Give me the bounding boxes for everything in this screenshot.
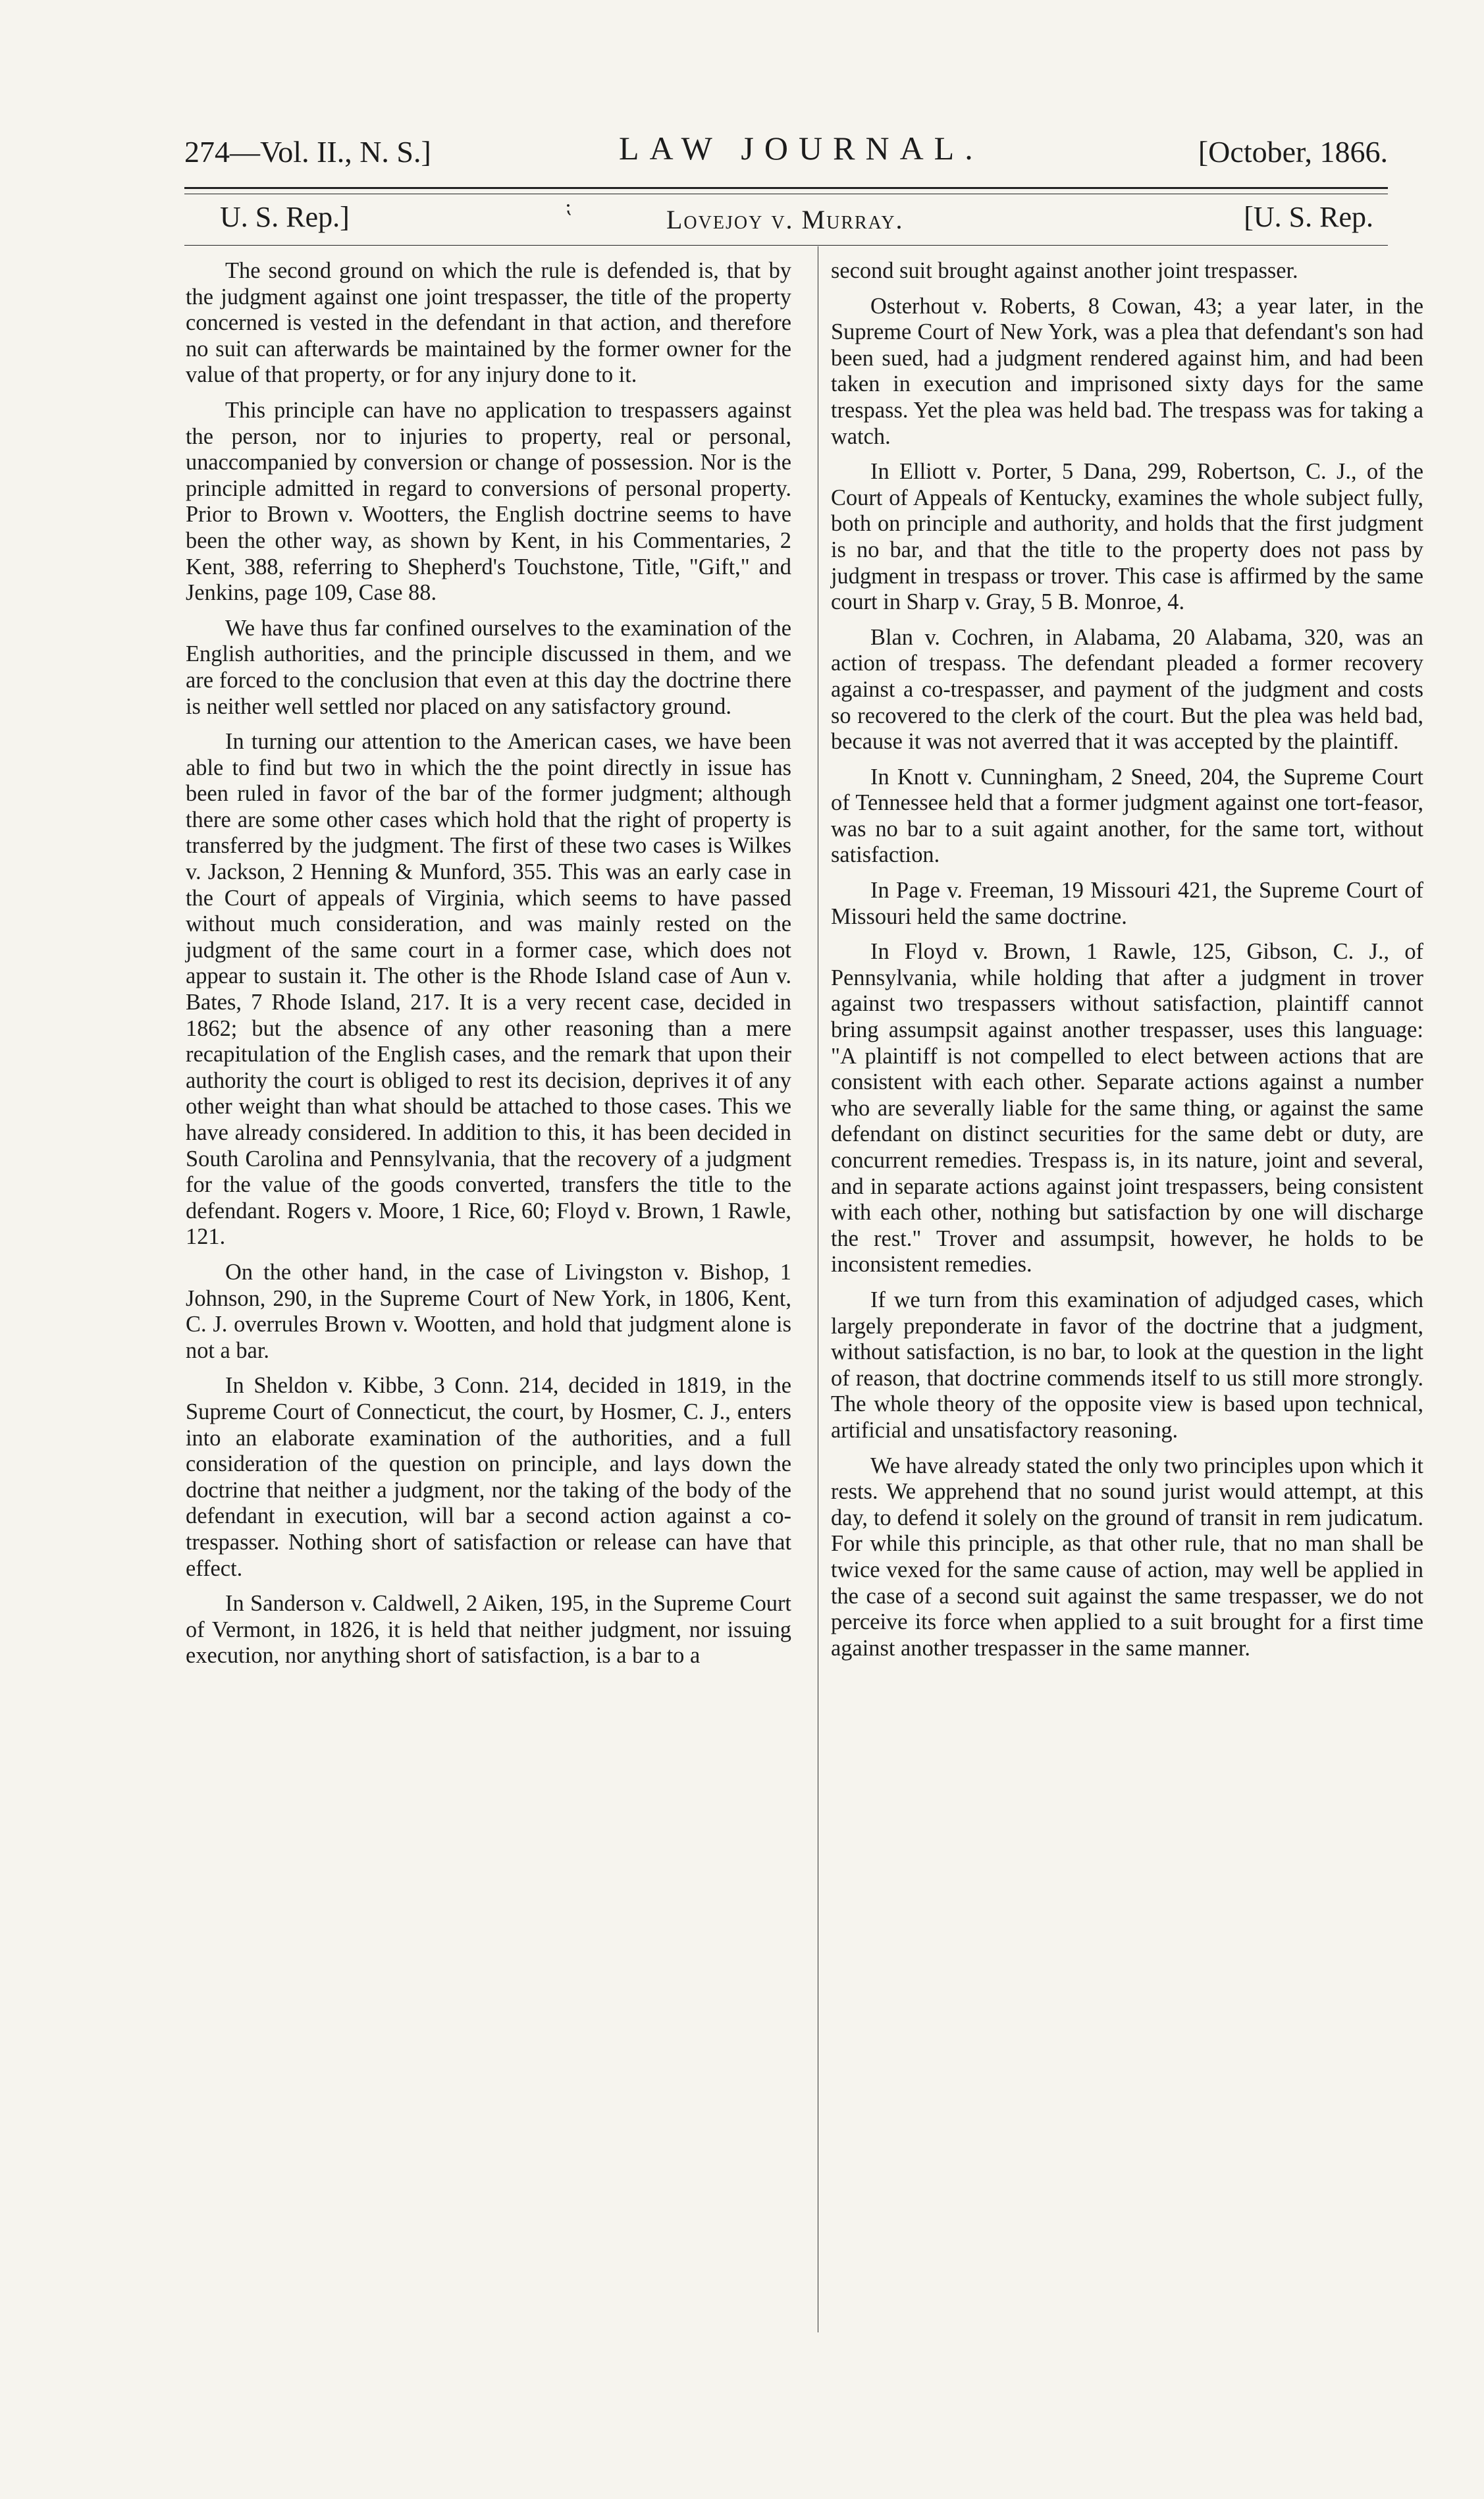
paragraph: If we turn from this examination of adjudged cases, which largely preponderate in favor of the doctrine that a judgment, without satisfaction, is no bar, to look at the question in the light of reason, that doctrine commends itself to us still more strongly. The whole theory of the opposite view is based upon technical, artificial and unsatisfactory reasoning. — [831, 1287, 1423, 1443]
paragraph: In Sheldon v. Kibbe, 3 Conn. 214, decided in 1819, in the Supreme Court of Connecticut, the court, by Hosmer, C. J., enters into an elaborate examination of the authorities, and a full consideration of the question on principle, and lays down the doctrine that neither a judgment, nor the taking of the body of the defendant in execution, will bar a second action against a co-trespasser. Nothing short of satisfaction or release can have that effect. — [186, 1373, 791, 1581]
paragraph: In Sanderson v. Caldwell, 2 Aiken, 195, in the Supreme Court of Vermont, in 1826, it is held that neither judgment, nor issuing execution, nor anything short of satisfaction, is a bar to a — [186, 1591, 791, 1669]
paragraph: In Knott v. Cunningham, 2 Sneed, 204, the Supreme Court of Tennessee held that a former judgment against one tort-feasor, was no bar to a suit againt another, for the same tort, without satisfaction. — [831, 764, 1423, 868]
issue-date: [October, 1866. — [1198, 135, 1388, 169]
paragraph: In Page v. Freeman, 19 Missouri 421, the Supreme Court of Missouri held the same doctrine. — [831, 878, 1423, 929]
right-column — [831, 258, 1423, 1671]
running-head-rule — [184, 245, 1388, 246]
running-head — [184, 195, 1388, 241]
paragraph: Osterhout v. Roberts, 8 Cowan, 43; a year later, in the Supreme Court of New York, was a plea that defendant's son had been sued, had a judgment rendered against him, and had been taken in execution and imprisoned sixty days for the same trespass. Yet the plea was held bad. The trespass was for taking a watch. — [831, 293, 1423, 449]
paragraph: We have already stated the only two principles upon which it rests. We apprehend that no sound jurist would attempt, at this day, to defend it solely on the ground of transit in rem judicatum. For while this principle, as that other rule, that no man shall be twice vexed for the same cause of action, may well be applied in the case of a second suit against the same trespasser, we do not perceive its force when applied to a suit brought for a first time against another trespasser in the same manner. — [831, 1453, 1423, 1661]
journal-header — [184, 129, 1388, 182]
paragraph: Blan v. Cochren, in Alabama, 20 Alabama, 320, was an action of trespass. The defendant pleaded a former recovery against a co-trespasser, and payment of the judgment and costs so recovered to the clerk of the court. But the plea was held bad, because it was not averred that it was accepted by the plaintiff. — [831, 624, 1423, 755]
paragraph: In turning our attention to the American cases, we have been able to find but two in which the the point directly in issue has been ruled in favor of the bar of the former judgment; although there are some other cases which hold that the right of property is transferred by the judgment. The first of these two cases is Wilkes v. Jackson, 2 Henning & Munford, 355. This was an early case in the Court of appeals of Virginia, which seems to have passed without much consideration, and was mainly rested on the judgment of the same court in a former case, which does not appear to sustain it. The other is the Rhode Island case of Aun v. Bates, 7 Rhode Island, 217. It is a very recent case, decided in 1862; but the absence of any other reasoning than a mere recapitulation of the English cases, and the remark that upon their authority the court is obliged to rest its decision, deprives it of any other weight than what should be attached to those cases. This we have already considered. In addition to this, it has been decided in South Carolina and Pennsylvania, that the recovery of a judgment for the value of the goods converted, transfers the title to the defendant. Rogers v. Moore, 1 Rice, 60; Floyd v. Brown, 1 Rawle, 121. — [186, 729, 791, 1250]
volume-number: 274—Vol. II., N. S.] — [184, 135, 431, 169]
running-head-right: [U. S. Rep. — [1244, 201, 1373, 233]
left-column — [186, 258, 791, 1679]
paragraph: We have thus far confined ourselves to the examination of the English authorities, and the principle discussed in them, and we are forced to the conclusion that even at this day the doctrine there is neither well settled nor placed on any satisfactory ground. — [186, 615, 791, 719]
paragraph: This principle can have no application to trespassers against the person, nor to injuries to property, real or personal, unaccompanied by conversion or change of possession. Nor is the principle admitted in regard to conversions of personal property. Prior to Brown v. Wootters, the English doctrine seems to have been the other way, as shown by Kent, in his Commentaries, 2 Kent, 388, referring to Shepherd's Touchstone, Title, "Gift," and Jenkins, page 109, Case 88. — [186, 397, 791, 606]
paragraph: On the other hand, in the case of Livingston v. Bishop, 1 Johnson, 290, in the Supreme Court of New York, in 1806, Kent, C. J. overrules Brown v. Wootten, and hold that judgment alone is not a bar. — [186, 1259, 791, 1363]
paragraph-continuation: second suit brought against another joint trespasser. — [831, 258, 1298, 283]
case-title: Lovejoy v. Murray. — [666, 205, 904, 234]
running-head-left: U. S. Rep.] — [220, 201, 350, 233]
paragraph: The second ground on which the rule is defended is, that by the judgment against one joint trespasser, the title of the property concerned is vested in the defendant in that action, and therefore no suit can afterwards be maintained by the former owner for the value of that property, or for any injury done to it. — [186, 258, 791, 388]
header-rule-thick — [184, 187, 1388, 189]
paragraph: In Elliott v. Porter, 5 Dana, 299, Robertson, C. J., of the Court of Appeals of Kentucky, examines the whole subject fully, both on principle and authority, and holds that the first judgment is no bar, and that the title to the property does not pass by judgment in trespass or trover. This case is affirmed by the same court in Sharp v. Gray, 5 B. Monroe, 4. — [831, 459, 1423, 615]
journal-title: LAW JOURNAL. — [619, 130, 984, 167]
paragraph: In Floyd v. Brown, 1 Rawle, 125, Gibson, C. J., of Pennsylvania, while holding that after a judgment in trover against two trespassers without satisfaction, plaintiff cannot bring assumpsit against another trespasser, uses this language: "A plaintiff is not compelled to elect between actions that are consistent with each other. Separate actions against a number who are severally liable for the same thing, or against the same defendant on distinct securities for the same debt or duty, are concurrent remedies. Trespass is, in its nature, joint and several, and in separate actions against joint trespassers, being consistent with each other, nothing but satisfaction by one will discharge the rest." Trover and assumpsit, however, he holds to be inconsistent remedies. — [831, 939, 1423, 1277]
ornament-mark: ⁏ — [565, 196, 572, 217]
